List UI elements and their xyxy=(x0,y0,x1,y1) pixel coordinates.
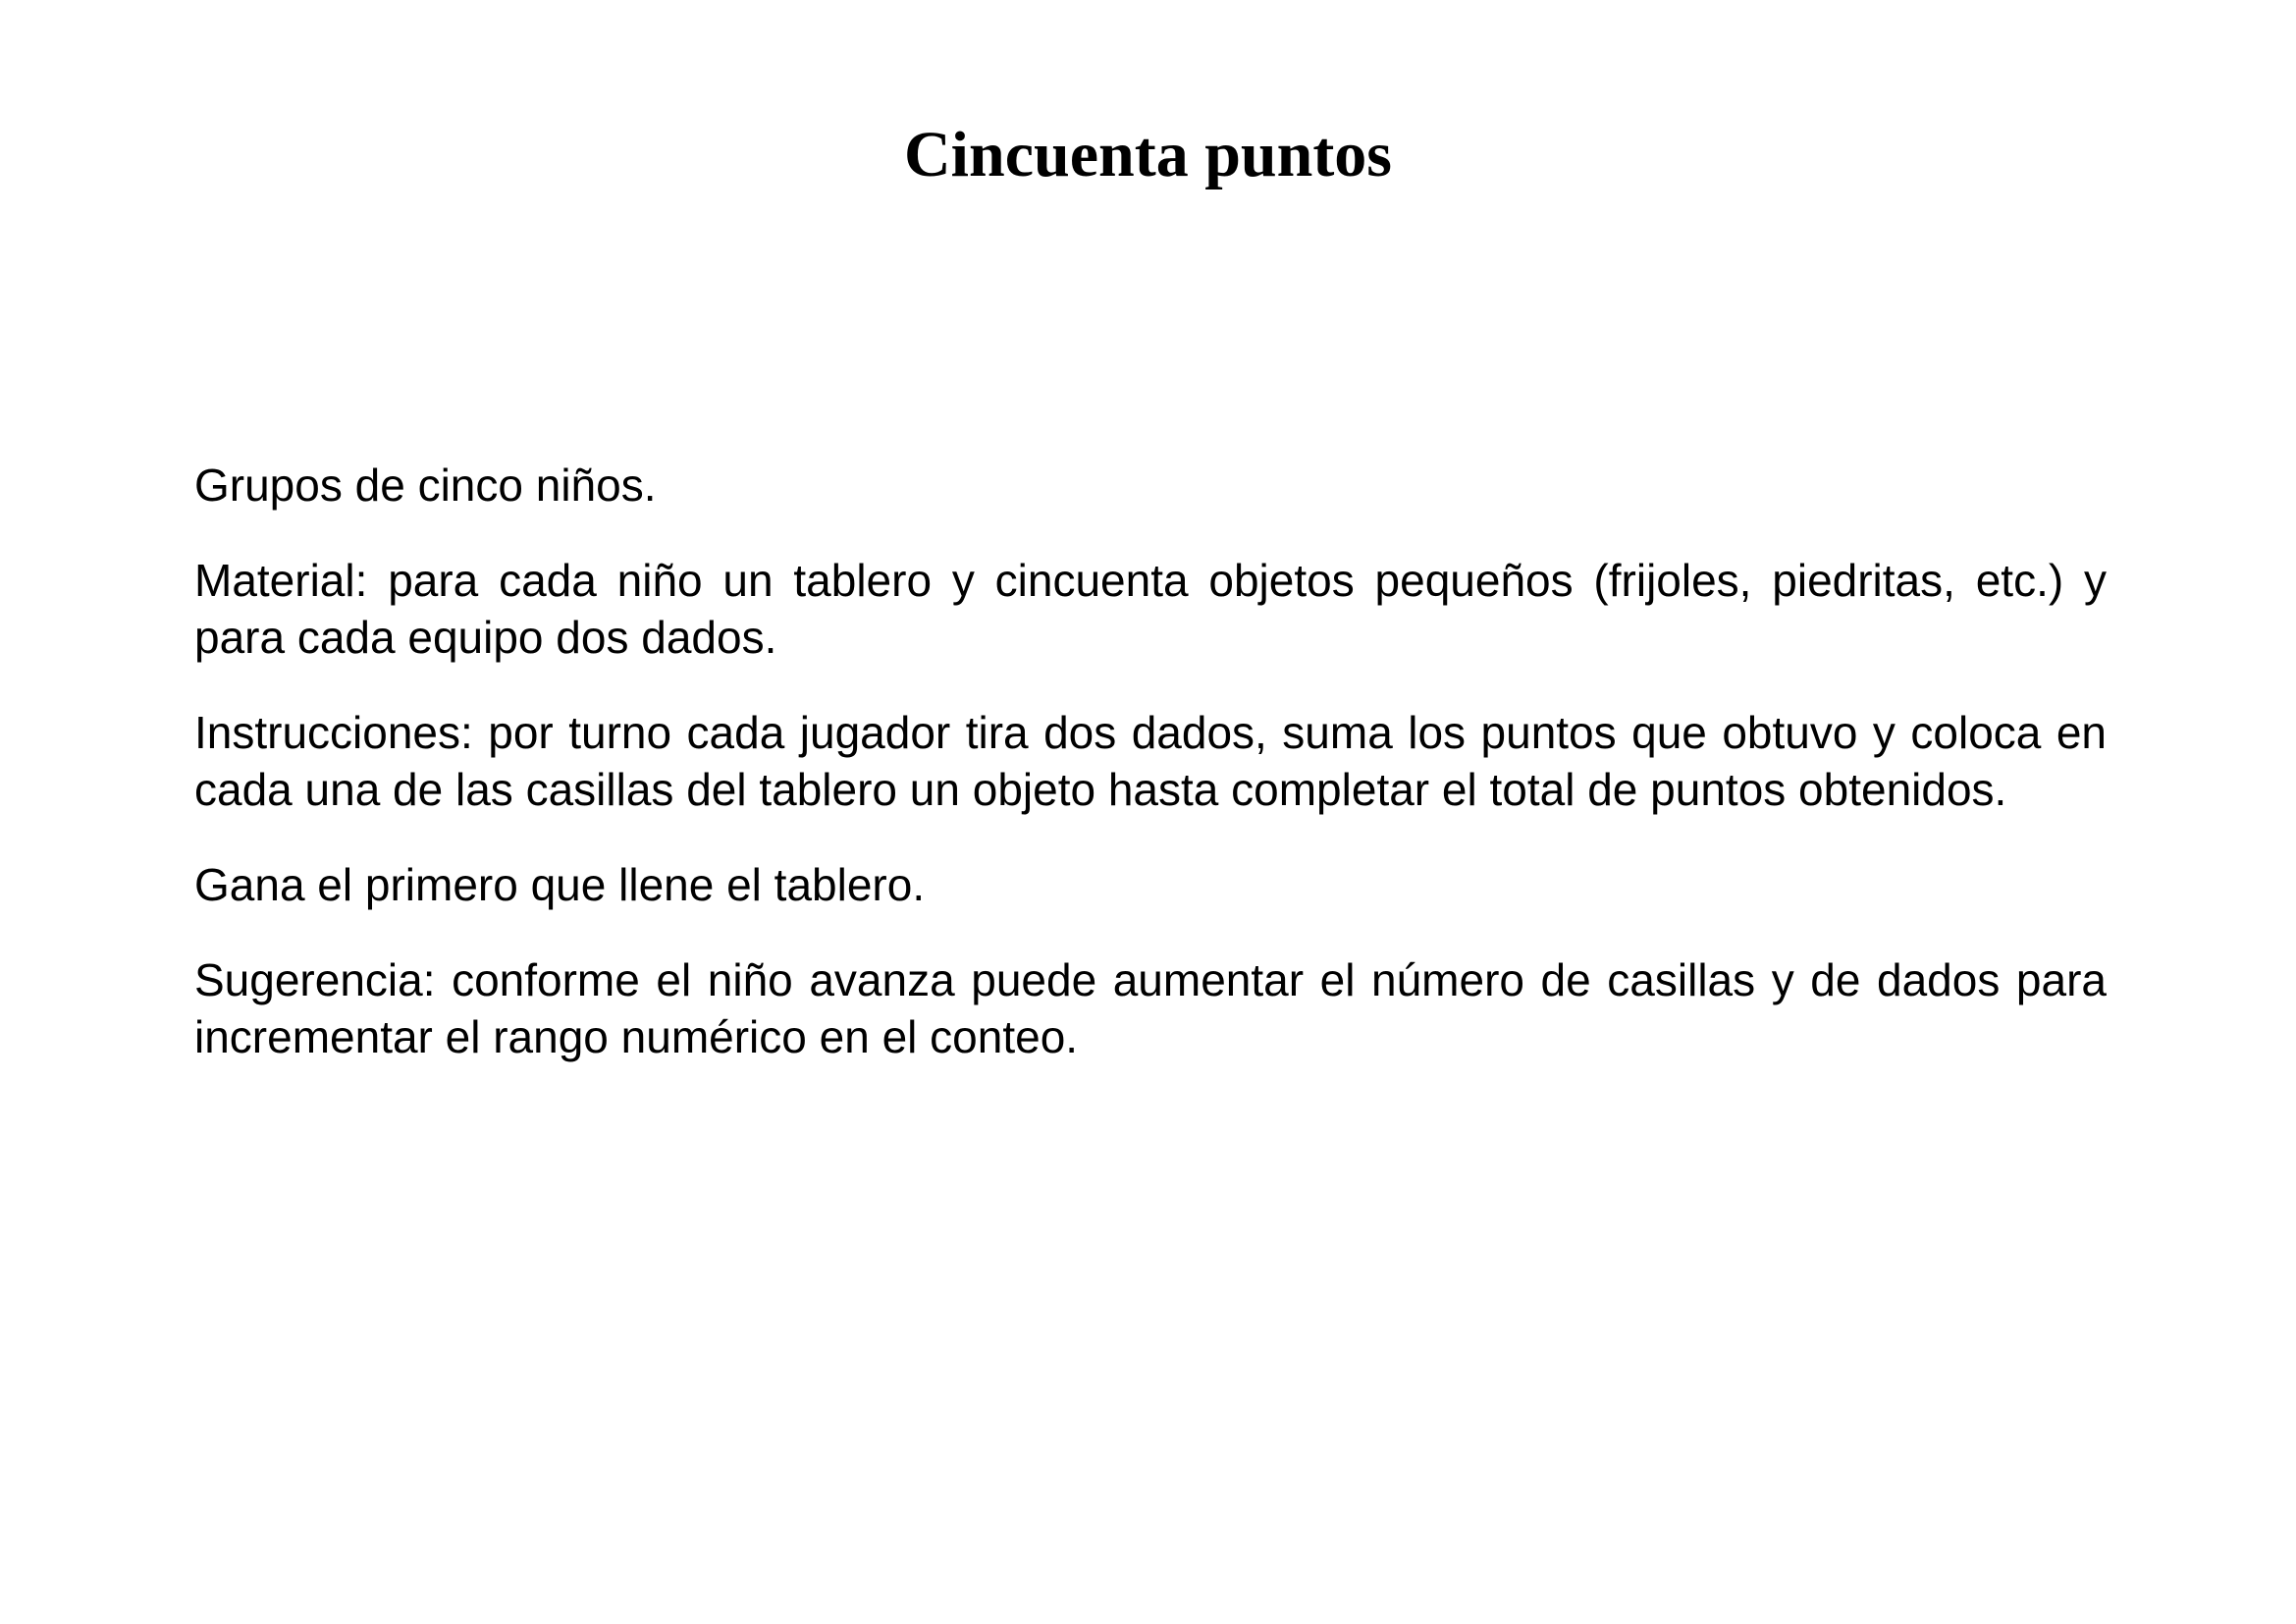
paragraph-instrucciones: Instrucciones: por turno cada jugador tira dos dados, suma los puntos que obtuvo y coloca en cada una de las casillas del tablero un objeto hasta completar el total de puntos obtenidos. xyxy=(194,707,2107,815)
paragraph-gana: Gana el primero que llene el tablero. xyxy=(194,859,926,910)
page-title: Cincuenta puntos xyxy=(904,119,1392,190)
paragraph-grupos: Grupos de cinco niños. xyxy=(194,460,657,511)
document-body xyxy=(194,457,2107,1065)
paragraph-sugerencia: Sugerencia: conforme el niño avanza puede aumentar el número de casillas y de dados para incrementar el rango numérico en el conteo. xyxy=(194,954,2107,1062)
paragraph-material: Material: para cada niño un tablero y cincuenta objetos pequeños (frijoles, piedritas, etc.) y para cada equipo dos dados. xyxy=(194,555,2107,663)
